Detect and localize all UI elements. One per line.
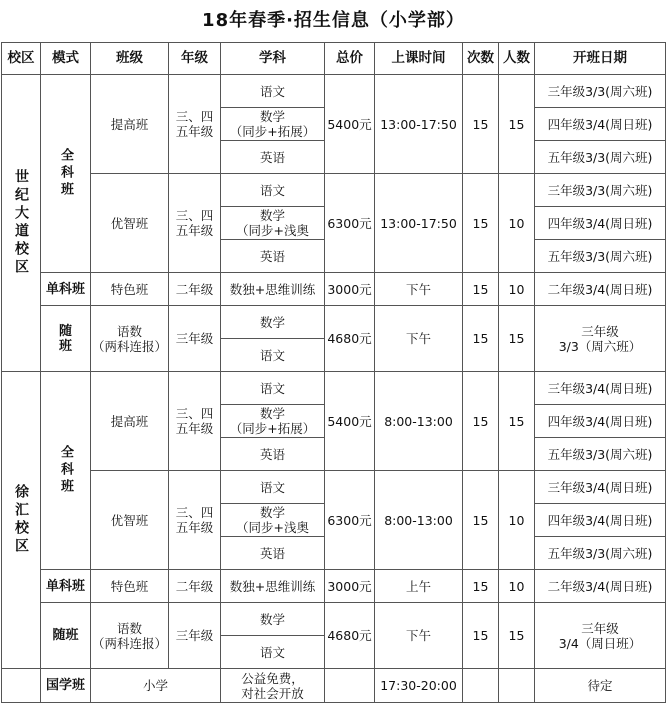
start-date-cell: 五年级3/3(周六班) bbox=[535, 537, 666, 570]
grade-cell: 二年级 bbox=[169, 570, 221, 603]
subject-cell: 英语 bbox=[221, 438, 325, 471]
mode-label: 全科班 bbox=[41, 75, 91, 273]
header-class: 班级 bbox=[91, 43, 169, 75]
subject-cell: 数独+思维训练 bbox=[221, 570, 325, 603]
header-people: 人数 bbox=[499, 43, 535, 75]
start-date-cell: 四年级3/4(周日班) bbox=[535, 405, 666, 438]
grade-cell: 三、四 五年级 bbox=[169, 75, 221, 174]
class-name: 语数 （两科连报） bbox=[91, 603, 169, 669]
price-cell: 5400元 bbox=[325, 372, 375, 471]
class-name: 特色班 bbox=[91, 570, 169, 603]
mode-label: 全科班 bbox=[41, 372, 91, 570]
subject-cell: 英语 bbox=[221, 537, 325, 570]
people-cell: 15 bbox=[499, 603, 535, 669]
people-cell bbox=[499, 669, 535, 703]
grade-cell: 三、四 五年级 bbox=[169, 174, 221, 273]
people-cell: 10 bbox=[499, 570, 535, 603]
start-date-cell: 三年级3/3(周六班) bbox=[535, 174, 666, 207]
time-cell: 下午 bbox=[375, 603, 463, 669]
subject-cell: 语文 bbox=[221, 471, 325, 504]
grade-cell: 小学 bbox=[91, 669, 221, 703]
campus-name: 徐汇校区 bbox=[2, 372, 41, 669]
start-date-cell: 四年级3/4(周日班) bbox=[535, 207, 666, 240]
start-date-cell: 三年级3/4(周日班) bbox=[535, 372, 666, 405]
table-row bbox=[2, 570, 666, 603]
count-cell: 15 bbox=[463, 174, 499, 273]
page-title: 18年春季·招生信息（小学部） bbox=[202, 10, 465, 31]
time-cell: 13:00-17:50 bbox=[375, 75, 463, 174]
time-cell: 8:00-13:00 bbox=[375, 471, 463, 570]
count-cell: 15 bbox=[463, 75, 499, 174]
mode-label: 国学班 bbox=[41, 669, 91, 703]
time-cell: 8:00-13:00 bbox=[375, 372, 463, 471]
subject-cell: 语文 bbox=[221, 339, 325, 372]
time-cell: 上午 bbox=[375, 570, 463, 603]
class-name: 特色班 bbox=[91, 273, 169, 306]
price-cell bbox=[325, 669, 375, 703]
header-campus: 校区 bbox=[2, 43, 41, 75]
subject-cell: 英语 bbox=[221, 240, 325, 273]
start-date-cell: 三年级 3/3（周六班） bbox=[535, 306, 666, 372]
count-cell: 15 bbox=[463, 570, 499, 603]
price-cell: 4680元 bbox=[325, 603, 375, 669]
start-date-cell: 五年级3/3(周六班) bbox=[535, 438, 666, 471]
time-cell: 下午 bbox=[375, 306, 463, 372]
header-price: 总价 bbox=[325, 43, 375, 75]
subject-cell: 数学 （同步+拓展） bbox=[221, 405, 325, 438]
subject-cell: 语文 bbox=[221, 636, 325, 669]
mode-label: 单科班 bbox=[41, 273, 91, 306]
header-subject: 学科 bbox=[221, 43, 325, 75]
price-cell: 4680元 bbox=[325, 306, 375, 372]
header-time: 上课时间 bbox=[375, 43, 463, 75]
enrollment-table bbox=[1, 42, 666, 703]
start-date-cell: 三年级3/4(周日班) bbox=[535, 471, 666, 504]
time-cell: 下午 bbox=[375, 273, 463, 306]
start-date-cell: 二年级3/4(周日班) bbox=[535, 273, 666, 306]
time-cell: 17:30-20:00 bbox=[375, 669, 463, 703]
class-name: 优智班 bbox=[91, 174, 169, 273]
mode-label: 单科班 bbox=[41, 570, 91, 603]
subject-cell: 公益免费， 对社会开放 bbox=[221, 669, 325, 703]
people-cell: 10 bbox=[499, 273, 535, 306]
table-row bbox=[2, 471, 666, 504]
subject-cell: 数学 （同步+浅奥 bbox=[221, 504, 325, 537]
header-grade: 年级 bbox=[169, 43, 221, 75]
class-name: 提高班 bbox=[91, 372, 169, 471]
table-row bbox=[2, 372, 666, 405]
table-row bbox=[2, 174, 666, 207]
people-cell: 10 bbox=[499, 174, 535, 273]
subject-cell: 数学 （同步+浅奥 bbox=[221, 207, 325, 240]
header-count: 次数 bbox=[463, 43, 499, 75]
subject-cell: 数学 bbox=[221, 306, 325, 339]
subject-cell: 语文 bbox=[221, 372, 325, 405]
people-cell: 15 bbox=[499, 75, 535, 174]
people-cell: 15 bbox=[499, 306, 535, 372]
count-cell: 15 bbox=[463, 273, 499, 306]
start-date-cell: 三年级3/3(周六班) bbox=[535, 75, 666, 108]
start-date-cell: 五年级3/3(周六班) bbox=[535, 141, 666, 174]
count-cell: 15 bbox=[463, 471, 499, 570]
subject-cell: 数学 bbox=[221, 603, 325, 636]
subject-cell: 数学 （同步+拓展） bbox=[221, 108, 325, 141]
table-row bbox=[2, 603, 666, 636]
campus-name: 世纪大道校区 bbox=[2, 75, 41, 372]
grade-cell: 三、四 五年级 bbox=[169, 471, 221, 570]
campus-name bbox=[2, 669, 41, 703]
count-cell: 15 bbox=[463, 306, 499, 372]
count-cell: 15 bbox=[463, 372, 499, 471]
subject-cell: 语文 bbox=[221, 75, 325, 108]
class-name: 优智班 bbox=[91, 471, 169, 570]
header-mode: 模式 bbox=[41, 43, 91, 75]
grade-cell: 三年级 bbox=[169, 306, 221, 372]
price-cell: 5400元 bbox=[325, 75, 375, 174]
start-date-cell: 二年级3/4(周日班) bbox=[535, 570, 666, 603]
header-start-date: 开班日期 bbox=[535, 43, 666, 75]
start-date-cell: 四年级3/4(周日班) bbox=[535, 504, 666, 537]
class-name: 提高班 bbox=[91, 75, 169, 174]
class-name: 语数 （两科连报） bbox=[91, 306, 169, 372]
mode-label: 随 班 bbox=[41, 306, 91, 372]
start-date-cell: 四年级3/4(周日班) bbox=[535, 108, 666, 141]
grade-cell: 三、四 五年级 bbox=[169, 372, 221, 471]
start-date-cell: 三年级 3/4（周日班） bbox=[535, 603, 666, 669]
mode-label: 随班 bbox=[41, 603, 91, 669]
table-row bbox=[2, 75, 666, 108]
price-cell: 6300元 bbox=[325, 174, 375, 273]
people-cell: 15 bbox=[499, 372, 535, 471]
count-cell bbox=[463, 669, 499, 703]
start-date-cell: 五年级3/3(周六班) bbox=[535, 240, 666, 273]
people-cell: 10 bbox=[499, 471, 535, 570]
subject-cell: 语文 bbox=[221, 174, 325, 207]
price-cell: 3000元 bbox=[325, 570, 375, 603]
table-row bbox=[2, 273, 666, 306]
table-row bbox=[2, 306, 666, 339]
subject-cell: 英语 bbox=[221, 141, 325, 174]
table-row bbox=[2, 669, 666, 703]
header-row bbox=[2, 43, 666, 75]
count-cell: 15 bbox=[463, 603, 499, 669]
price-cell: 6300元 bbox=[325, 471, 375, 570]
subject-cell: 数独+思维训练 bbox=[221, 273, 325, 306]
grade-cell: 三年级 bbox=[169, 603, 221, 669]
grade-cell: 二年级 bbox=[169, 273, 221, 306]
time-cell: 13:00-17:50 bbox=[375, 174, 463, 273]
price-cell: 3000元 bbox=[325, 273, 375, 306]
start-date-cell: 待定 bbox=[535, 669, 666, 703]
